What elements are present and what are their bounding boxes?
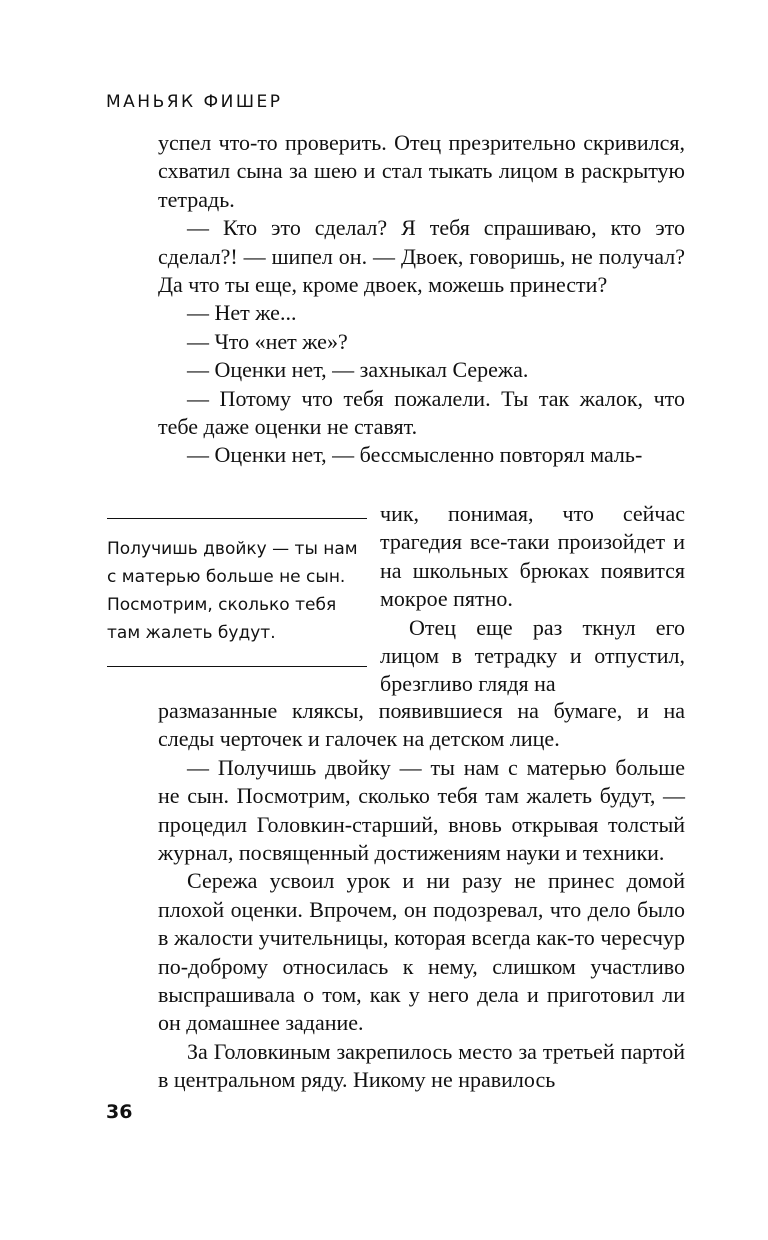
- pull-quote-line: там жалеть будут.: [107, 623, 276, 643]
- body-text-top: [158, 129, 685, 470]
- running-head: МАНЬЯК ФИШЕР: [106, 92, 283, 112]
- paragraph: размазанные кляксы, появившиеся на бумаге, и на следы черточек и галочек на детском лице.: [158, 698, 685, 752]
- pull-quote-line: с матерью больше не сын.: [107, 567, 346, 587]
- paragraph: — Кто это сделал? Я тебя спрашиваю, кто это сделал?! — шипел он. — Двоек, говоришь, не получал? Да что ты еще, кроме двоек, можешь принести?: [158, 215, 685, 298]
- pull-quote-line: Посмотрим, сколько тебя: [107, 595, 337, 615]
- paragraph: успел что-то проверить. Отец презрительно скривился, схватил сына за шею и стал тыкать лицом в раскрытую тетрадь.: [158, 130, 685, 212]
- paragraph: Отец еще раз ткнул его лицом в тетрадку и отпустил, брезгливо глядя на: [380, 614, 685, 697]
- body-text-beside-quote: [380, 500, 685, 699]
- body-text-bottom: [158, 697, 685, 1095]
- paragraph: За Головкиным закрепилось место за третьей партой в центральном ряду. Никому не нравилось: [158, 1038, 685, 1093]
- paragraph: чик, понимая, что сейчас трагедия все-таки произойдет и на школьных брюках появится мокрое пятно.: [380, 501, 685, 612]
- paragraph: — Оценки нет, — бессмысленно повторял маль-: [187, 442, 643, 468]
- paragraph: — Нет же...: [187, 300, 297, 326]
- pull-quote: [107, 518, 367, 667]
- paragraph: — Потому что тебя пожалели. Ты так жалок, что тебе даже оценки не ставят.: [158, 385, 685, 440]
- paragraph: — Получишь двойку — ты нам с матерью больше не сын. Посмотрим, сколько тебя там жалеть будут, — процедил Головкин-старший, вновь открывая толстый журнал, посвященный достижениям науки и техники.: [158, 754, 685, 866]
- paragraph: Сережа усвоил урок и ни разу не принес домой плохой оценки. Впрочем, он подозревал, что дело было в жалости учительницы, которая всегда как-то чересчур по-доброму относилась к нему, слишком участливо выспрашивала о том, как у него дела и приготовил ли он домашнее задание.: [158, 868, 685, 1036]
- paragraph: — Что «нет же»?: [187, 328, 348, 354]
- paragraph: — Оценки нет, — захныкал Сережа.: [187, 357, 529, 383]
- pull-quote-line: Получишь двойку — ты нам: [107, 539, 358, 559]
- page-number: 36: [106, 1101, 133, 1123]
